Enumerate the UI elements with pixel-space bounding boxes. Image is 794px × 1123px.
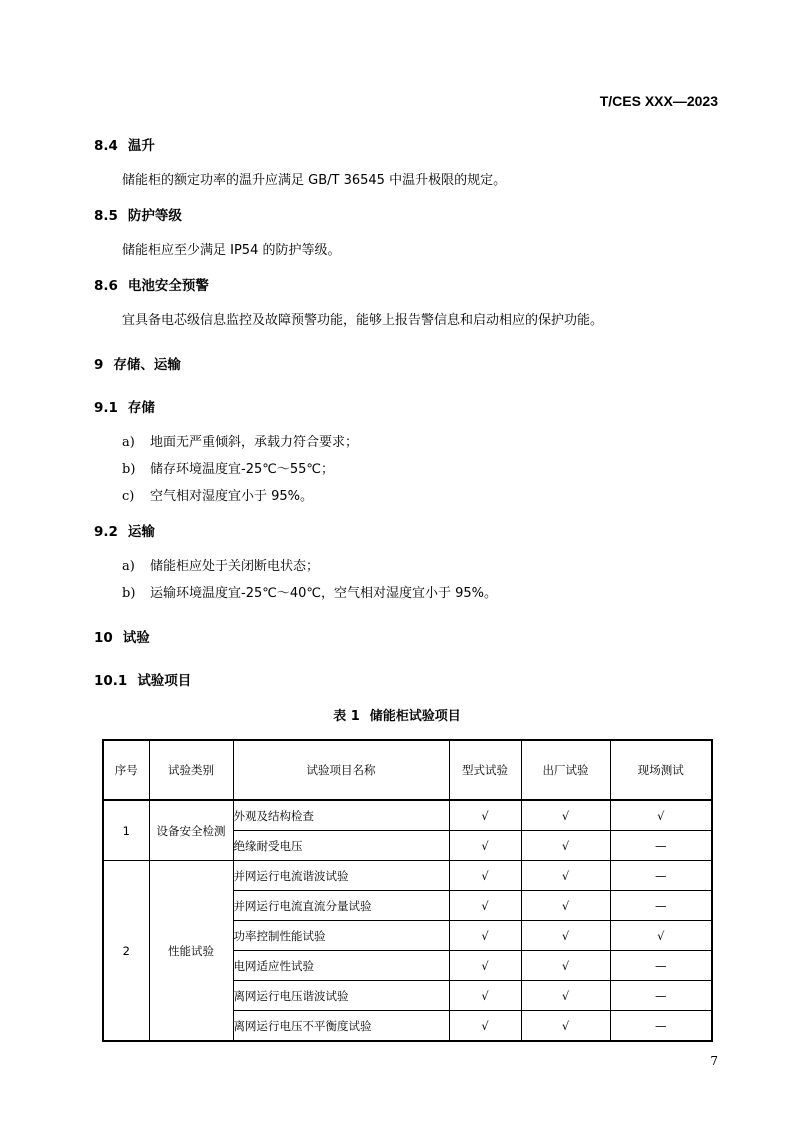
type-test-cell: √: [449, 831, 521, 861]
header-cell: 序号: [103, 740, 149, 800]
table-caption-title: 储能柜试验项目: [369, 709, 461, 724]
heading-9-1: [94, 396, 155, 416]
list-text: 地面无严重倾斜，承载力符合要求；: [150, 435, 359, 450]
test-name-cell: 并网运行电流谐波试验: [233, 861, 449, 891]
group-number-cell: 1: [103, 800, 149, 861]
list-marker: c): [122, 489, 135, 504]
heading-title: 存储、运输: [113, 357, 181, 373]
heading-title: 电池安全预警: [127, 278, 209, 294]
list-item: [122, 555, 319, 574]
heading-8-4: [94, 134, 155, 154]
field-test-cell: √: [610, 800, 712, 831]
factory-test-cell: √: [521, 800, 610, 831]
document-id: T/CES XXX—2023: [599, 93, 718, 109]
list-marker: b): [122, 586, 136, 601]
factory-test-cell: √: [521, 861, 610, 891]
factory-test-cell: √: [521, 891, 610, 921]
field-test-cell: —: [610, 831, 712, 861]
group-category-cell: 性能试验: [149, 861, 233, 1042]
field-test-cell: —: [610, 951, 712, 981]
paragraph-8-4: 储能柜的额定功率的温升应满足 GB/T 36545 中温升极限的规定。: [122, 173, 507, 188]
field-test-cell: √: [610, 921, 712, 951]
test-name-cell: 电网适应性试验: [233, 951, 449, 981]
field-test-cell: —: [610, 1011, 712, 1042]
list-marker: a): [122, 435, 135, 450]
type-test-cell: √: [449, 861, 521, 891]
type-test-cell: √: [449, 981, 521, 1011]
heading-10-1: [94, 669, 191, 689]
heading-8-5: [94, 204, 182, 224]
heading-title: 防护等级: [127, 208, 182, 224]
heading-number: 10.1: [94, 673, 128, 689]
type-test-cell: √: [449, 921, 521, 951]
heading-8-6: [94, 274, 209, 294]
page-number: 7: [710, 1054, 718, 1068]
test-name-cell: 离网运行电压不平衡度试验: [233, 1011, 449, 1042]
test-name-cell: 外观及结构检查: [233, 800, 449, 831]
factory-test-cell: √: [521, 981, 610, 1011]
test-name-cell: 功率控制性能试验: [233, 921, 449, 951]
heading-number: 9: [94, 357, 104, 373]
table-caption: [0, 705, 794, 724]
factory-test-cell: √: [521, 921, 610, 951]
list-item: [122, 431, 358, 450]
list-marker: a): [122, 559, 135, 574]
field-test-cell: —: [610, 891, 712, 921]
table-row: [103, 861, 712, 891]
field-test-cell: —: [610, 861, 712, 891]
header-cell: 试验项目名称: [233, 740, 449, 800]
test-name-cell: 并网运行电流直流分量试验: [233, 891, 449, 921]
field-test-cell: —: [610, 981, 712, 1011]
list-item: [122, 485, 313, 504]
paragraph-8-6: 宜具备电芯级信息监控及故障预警功能，能够上报告警信息和启动相应的保护功能。: [122, 313, 604, 328]
test-items-table: [102, 739, 713, 1042]
type-test-cell: √: [449, 891, 521, 921]
test-name-cell: 绝缘耐受电压: [233, 831, 449, 861]
table-caption-number: 表 1: [333, 709, 360, 724]
heading-number: 8.4: [94, 138, 118, 154]
test-name-cell: 离网运行电压谐波试验: [233, 981, 449, 1011]
heading-number: 10: [94, 630, 113, 646]
type-test-cell: √: [449, 951, 521, 981]
header-cell: 现场测试: [610, 740, 712, 800]
heading-title: 存储: [127, 400, 155, 416]
factory-test-cell: √: [521, 1011, 610, 1042]
heading-title: 试验项目: [137, 673, 192, 689]
heading-9-2: [94, 520, 155, 540]
header-cell: 试验类别: [149, 740, 233, 800]
heading-number: 8.6: [94, 278, 118, 294]
list-item: [122, 458, 334, 477]
list-text: 储能柜应处于关闭断电状态；: [150, 559, 320, 574]
factory-test-cell: √: [521, 831, 610, 861]
heading-10: [94, 626, 150, 646]
heading-number: 9.1: [94, 400, 118, 416]
heading-title: 温升: [127, 138, 155, 154]
group-category-cell: 设备安全检测: [149, 800, 233, 861]
group-number-cell: 2: [103, 861, 149, 1042]
heading-number: 9.2: [94, 524, 118, 540]
heading-title: 试验: [122, 630, 150, 646]
list-item: [122, 582, 497, 601]
header-cell: 型式试验: [449, 740, 521, 800]
table-header-row: [103, 740, 712, 800]
factory-test-cell: √: [521, 951, 610, 981]
heading-9: [94, 353, 181, 373]
heading-title: 运输: [127, 524, 155, 540]
type-test-cell: √: [449, 800, 521, 831]
header-cell: 出厂试验: [521, 740, 610, 800]
paragraph-8-5: 储能柜应至少满足 IP54 的防护等级。: [122, 243, 341, 258]
list-marker: b): [122, 462, 136, 477]
type-test-cell: √: [449, 1011, 521, 1042]
heading-number: 8.5: [94, 208, 118, 224]
list-text: 储存环境温度宜-25℃～55℃；: [150, 462, 334, 477]
table-row: [103, 800, 712, 831]
list-text: 空气相对湿度宜小于 95%。: [150, 489, 314, 504]
list-text: 运输环境温度宜-25℃～40℃，空气相对湿度宜小于 95%。: [150, 586, 498, 601]
